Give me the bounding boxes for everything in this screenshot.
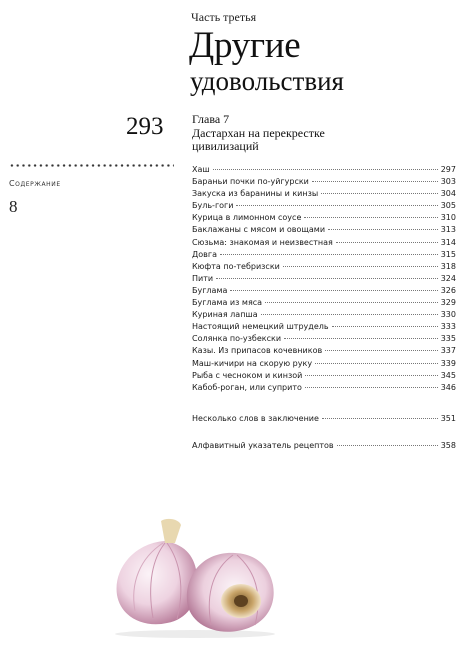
toc-entry[interactable]: Курица в лимонном соусе 310 <box>192 213 456 223</box>
part-label: Часть третья <box>191 10 257 24</box>
toc-entry[interactable]: Баклажаны с мясом и овощами 313 <box>192 225 456 235</box>
shadow <box>115 630 275 638</box>
garlic-stem <box>161 519 181 543</box>
toc-entry[interactable]: Кюфта по-тебризски 318 <box>192 261 456 271</box>
toc-entry[interactable]: Довга 315 <box>192 249 456 259</box>
toc-entry[interactable]: Пити 324 <box>192 273 456 283</box>
garlic-left-bulb <box>117 541 198 624</box>
contents-label: Содержание <box>9 179 61 188</box>
part-title-line1: Другие <box>189 25 301 66</box>
toc-entry[interactable]: Куриная лапша 330 <box>192 310 456 320</box>
chapter-title-line2: цивилизаций <box>192 139 259 153</box>
table-of-contents <box>192 164 456 452</box>
chapter-heading <box>192 113 432 154</box>
toc-entry[interactable]: Закуска из баранины и кинзы 304 <box>192 189 456 199</box>
dotted-divider <box>9 164 174 167</box>
chapter-title-line1: Дастархан на перекрестке <box>192 125 325 140</box>
page-number: 8 <box>9 197 18 216</box>
chapter-number: Глава 7 <box>192 112 230 126</box>
toc-entry[interactable]: Маш-кичири на скорую руку 339 <box>192 358 456 368</box>
toc-entry[interactable]: Солянка по-узбекски 335 <box>192 334 456 344</box>
toc-entry[interactable]: Буглама из мяса 329 <box>192 298 456 308</box>
toc-entry[interactable]: Буль-гоги 305 <box>192 201 456 211</box>
toc-entry[interactable]: Кабоб-роган, или суприто 346 <box>192 382 456 392</box>
toc-entry[interactable]: Казы. Из припасов кочевников 337 <box>192 346 456 356</box>
toc-entry[interactable]: Настоящий немецкий штрудель 333 <box>192 322 456 332</box>
toc-entry[interactable]: Рыба с чесноком и кинзой 345 <box>192 370 456 380</box>
chapter-start-page: 293 <box>126 113 164 140</box>
toc-entry[interactable]: Бараньи почки по-уйгурски 303 <box>192 177 456 187</box>
toc-entry[interactable]: Сюзьма: знакомая и неизвестная 314 <box>192 237 456 247</box>
toc-entry[interactable]: Буглама 326 <box>192 285 456 295</box>
toc-entry-conclusion[interactable]: Несколько слов в заключение 351 <box>192 413 456 423</box>
toc-entry-index[interactable]: Алфавитный указатель рецептов 358 <box>192 440 456 450</box>
part-title-line2: удовольствия <box>190 66 344 96</box>
toc-entry[interactable]: Хаш 297 <box>192 165 456 174</box>
garlic-bulbs-photo <box>105 513 285 638</box>
